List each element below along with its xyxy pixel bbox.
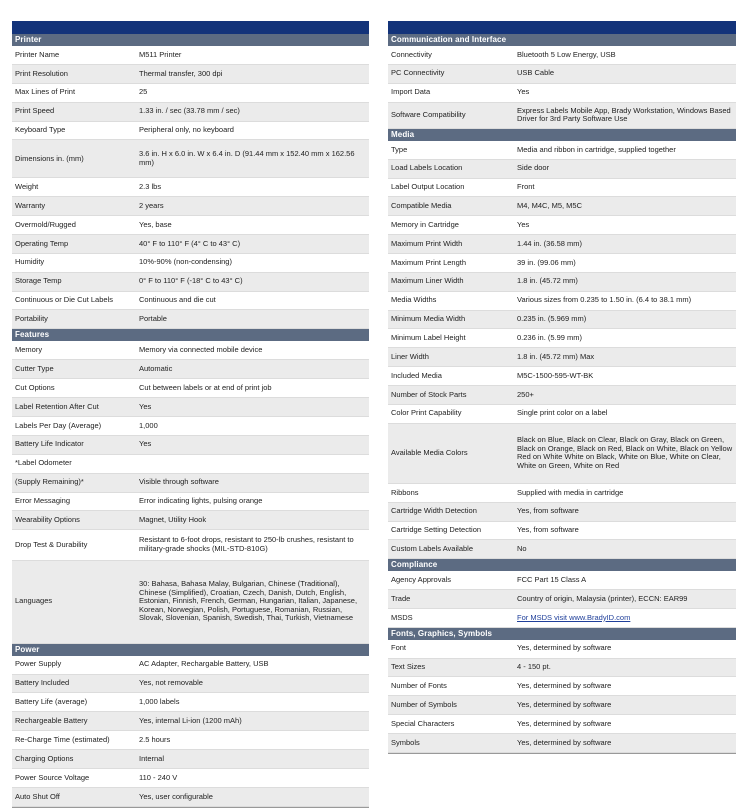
spec-row — [12, 84, 369, 103]
spec-row — [388, 235, 736, 254]
spec-row — [12, 398, 369, 417]
spec-value: Yes, internal Li-ion (1200 mAh) — [139, 715, 242, 725]
spec-row — [388, 216, 736, 235]
spec-row — [12, 436, 369, 455]
spec-value: 2.5 hours — [139, 734, 171, 744]
spec-label: Maximum Liner Width — [391, 276, 464, 286]
right-spec-table — [388, 34, 736, 754]
table-end-rule — [388, 753, 736, 754]
spec-row — [12, 675, 369, 694]
spec-label: Minimum Label Height — [391, 332, 466, 342]
spec-value: Black on Blue, Black on Clear, Black on Gray, Black on Green, Black on Orange, Black on Red, Black on White, Black on Yellow Red on White White on Black, White on Blue, White on Clear, White on Green, White on Red — [517, 435, 733, 470]
spec-value: 1.8 in. (45.72 mm) Max — [517, 351, 595, 361]
spec-label: Power Source Voltage — [15, 772, 90, 782]
spec-value: Memory via connected mobile device — [139, 345, 263, 355]
spec-value: 110 - 240 V — [139, 772, 178, 782]
spec-row — [388, 386, 736, 405]
spec-value: AC Adapter, Rechargable Battery, USB — [139, 659, 269, 669]
spec-label: Software Compatibility — [391, 109, 466, 119]
spec-label: Operating Temp — [15, 238, 69, 248]
spec-row — [12, 216, 369, 235]
spec-value: Yes — [517, 87, 530, 97]
spec-row — [12, 273, 369, 292]
spec-value: 1.33 in. / sec (33.78 mm / sec) — [139, 106, 240, 116]
spec-row — [12, 474, 369, 493]
spec-label: Cut Options — [15, 382, 55, 392]
spec-value: Yes, determined by software — [517, 643, 612, 653]
spec-row — [388, 522, 736, 541]
spec-value: Yes — [139, 439, 152, 449]
spec-value: Yes, from software — [517, 525, 579, 535]
spec-row — [12, 693, 369, 712]
spec-row — [388, 179, 736, 198]
spec-row — [12, 455, 369, 474]
spec-row — [388, 311, 736, 330]
spec-label: Maximum Print Length — [391, 257, 467, 267]
spec-row — [388, 46, 736, 65]
spec-label: Max Lines of Print — [15, 87, 76, 97]
spec-label: Wearability Options — [15, 515, 80, 525]
spec-row — [12, 769, 369, 788]
spec-label: Maximum Print Width — [391, 238, 463, 248]
spec-row — [388, 696, 736, 715]
spec-label: Dimensions in. (mm) — [15, 153, 84, 163]
top-banner — [388, 21, 736, 34]
spec-row — [388, 609, 736, 628]
spec-label: *Label Odometer — [15, 458, 72, 468]
spec-label: Overmold/Rugged — [15, 219, 76, 229]
spec-label: Type — [391, 144, 408, 154]
section-header-communication-and-interface: Communication and Interface — [388, 34, 736, 46]
spec-value: 0.236 in. (5.99 mm) — [517, 332, 583, 342]
spec-label: Text Sizes — [391, 662, 426, 672]
spec-row — [12, 310, 369, 329]
spec-value: FCC Part 15 Class A — [517, 574, 587, 584]
spec-label: Battery Life (average) — [15, 697, 88, 707]
spec-row — [388, 273, 736, 292]
spec-label: Connectivity — [391, 49, 432, 59]
spec-label: Import Data — [391, 87, 431, 97]
spec-value: Front — [517, 182, 535, 192]
spec-row — [388, 484, 736, 503]
spec-label: (Supply Remaining)* — [15, 477, 84, 487]
spec-row — [12, 292, 369, 311]
spec-label: Number of Stock Parts — [391, 389, 467, 399]
spec-row — [12, 178, 369, 197]
spec-value: Continuous and die cut — [139, 295, 216, 305]
spec-value: Cut between labels or at end of print job — [139, 382, 272, 392]
spec-value: No — [517, 544, 527, 554]
spec-row — [12, 656, 369, 675]
spec-label: Print Resolution — [15, 68, 68, 78]
spec-value: Yes, from software — [517, 506, 579, 516]
spec-label: Minimum Media Width — [391, 314, 466, 324]
spec-row — [12, 561, 369, 644]
spec-value: 0.235 in. (5.969 mm) — [517, 314, 587, 324]
spec-value: Yes — [517, 219, 530, 229]
spec-value: 250+ — [517, 389, 534, 399]
spec-label: PC Connectivity — [391, 68, 445, 78]
spec-label: Weight — [15, 181, 39, 191]
spec-row — [388, 141, 736, 160]
spec-value: Side door — [517, 163, 550, 173]
spec-value: Visible through software — [139, 477, 219, 487]
spec-label: Cartridge Setting Detection — [391, 525, 482, 535]
spec-label: Number of Symbols — [391, 699, 457, 709]
spec-label: Humidity — [15, 257, 45, 267]
spec-row — [388, 424, 736, 484]
spec-row — [12, 788, 369, 807]
section-header-media: Media — [388, 129, 736, 141]
spec-value: Single print color on a label — [517, 408, 608, 418]
spec-row — [12, 379, 369, 398]
spec-value: Error indicating lights, pulsing orange — [139, 496, 263, 506]
spec-label: Keyboard Type — [15, 125, 66, 135]
left-spec-table — [12, 34, 369, 808]
spec-label: Warranty — [15, 200, 46, 210]
spec-label: Label Retention After Cut — [15, 401, 99, 411]
spec-value: 1.44 in. (36.58 mm) — [517, 238, 583, 248]
spec-value: Yes, base — [139, 219, 172, 229]
spec-label: Memory — [15, 345, 43, 355]
spec-value: 2.3 lbs — [139, 181, 162, 191]
spec-row — [388, 503, 736, 522]
spec-label: Print Speed — [15, 106, 55, 116]
spec-row — [388, 640, 736, 659]
spec-value: 2 years — [139, 200, 164, 210]
spec-label: Load Labels Location — [391, 163, 463, 173]
spec-value: Supplied with media in cartridge — [517, 487, 624, 497]
spec-label: Font — [391, 643, 407, 653]
spec-label: Portability — [15, 314, 48, 324]
spec-row — [388, 715, 736, 734]
spec-row — [12, 235, 369, 254]
spec-value: M5C-1500-595-WT-BK — [517, 370, 594, 380]
spec-label: Compatible Media — [391, 201, 452, 211]
section-header-fonts-graphics-symbols: Fonts, Graphics, Symbols — [388, 628, 736, 640]
spec-value: M511 Printer — [139, 49, 182, 59]
spec-value: 30: Bahasa, Bahasa Malay, Bulgarian, Chinese (Traditional), Chinese (Simplified), Croatian, Czech, Danish, Dutch, English, Estonian, Finnish, French, German, Hungarian, Italian, Japanese, Korean, Norwegian, Polish, Portuguese, Romanian, Russian, Slovak, Slovenian, Spanish, Swedish, Thai, Turkish, Vietnamese — [139, 579, 358, 623]
spec-value: 0° F to 110° F (-18° C to 43° C) — [139, 276, 243, 286]
spec-label: Labels Per Day (Average) — [15, 420, 102, 430]
spec-value: 3.6 in. H x 6.0 in. W x 6.4 in. D (91.44 mm x 152.40 mm x 162.56 mm) — [139, 149, 355, 167]
spec-row — [12, 254, 369, 273]
spec-label: Liner Width — [391, 351, 429, 361]
spec-value: Yes, determined by software — [517, 718, 612, 728]
spec-value: 1,000 labels — [139, 697, 180, 707]
spec-label: Re-Charge Time (estimated) — [15, 734, 110, 744]
spec-value: Various sizes from 0.235 to 1.50 in. (6.4 to 38.1 mm) — [517, 295, 692, 305]
spec-label: MSDS — [391, 612, 413, 622]
spec-label: Agency Approvals — [391, 574, 452, 584]
spec-row — [388, 103, 736, 129]
spec-value: 4 - 150 pt. — [517, 662, 551, 672]
spec-value: M4, M4C, M5, M5C — [517, 201, 583, 211]
section-header-printer: Printer — [12, 34, 369, 46]
spec-row — [12, 122, 369, 141]
spec-label: Auto Shut Off — [15, 791, 60, 801]
spec-row — [12, 511, 369, 530]
spec-row — [388, 540, 736, 559]
spec-row — [388, 659, 736, 678]
spec-label: Available Media Colors — [391, 447, 468, 457]
spec-value: Media and ribbon in cartridge, supplied together — [517, 144, 676, 154]
spec-label: Printer Name — [15, 49, 60, 59]
spec-row — [12, 750, 369, 769]
spec-value: 39 in. (99.06 mm) — [517, 257, 576, 267]
spec-label: Error Messaging — [15, 496, 71, 506]
spec-row — [388, 677, 736, 696]
spec-row — [12, 731, 369, 750]
spec-label: Languages — [15, 596, 53, 606]
spec-value: Yes, not removable — [139, 678, 203, 688]
spec-row — [388, 734, 736, 753]
spec-row — [388, 405, 736, 424]
spec-label: Cutter Type — [15, 363, 54, 373]
spec-row — [12, 140, 369, 178]
spec-row — [388, 329, 736, 348]
spec-value: Magnet, Utility Hook — [139, 515, 207, 525]
spec-row — [388, 160, 736, 179]
left-spec-column — [12, 0, 369, 808]
spec-value: Thermal transfer, 300 dpi — [139, 68, 223, 78]
spec-label: Rechargeable Battery — [15, 715, 88, 725]
spec-label: Symbols — [391, 737, 420, 747]
spec-row — [12, 417, 369, 436]
section-header-power: Power — [12, 644, 369, 656]
spec-row — [12, 197, 369, 216]
spec-row — [12, 341, 369, 360]
spec-row — [388, 65, 736, 84]
spec-row — [12, 103, 369, 122]
spec-row — [12, 65, 369, 84]
spec-row — [388, 197, 736, 216]
spec-label: Media Widths — [391, 295, 437, 305]
spec-row — [388, 367, 736, 386]
spec-value: Yes — [139, 401, 152, 411]
section-header-compliance: Compliance — [388, 559, 736, 571]
spec-label: Power Supply — [15, 659, 62, 669]
spec-row — [388, 84, 736, 103]
spec-label: Custom Labels Available — [391, 544, 473, 554]
spec-label: Special Characters — [391, 718, 455, 728]
spec-label: Included Media — [391, 370, 442, 380]
spec-value: Internal — [139, 753, 165, 763]
spec-label: Charging Options — [15, 753, 74, 763]
msds-link[interactable]: For MSDS visit www.BradyID.com — [517, 612, 631, 622]
spec-value: Bluetooth 5 Low Energy, USB — [517, 49, 616, 59]
top-banner — [12, 21, 369, 34]
spec-value: Yes, determined by software — [517, 737, 612, 747]
spec-value: Country of origin, Malaysia (printer), ECCN: EAR99 — [517, 593, 688, 603]
spec-row — [388, 292, 736, 311]
spec-label: Label Output Location — [391, 182, 465, 192]
spec-label: Battery Included — [15, 678, 70, 688]
spec-label: Drop Test & Durability — [15, 539, 88, 549]
spec-row — [388, 254, 736, 273]
spec-value: Yes, user configurable — [139, 791, 213, 801]
spec-row — [388, 571, 736, 590]
spec-row — [12, 530, 369, 560]
spec-label: Storage Temp — [15, 276, 62, 286]
spec-label: Color Print Capability — [391, 408, 462, 418]
spec-row — [12, 493, 369, 512]
section-header-features: Features — [12, 329, 369, 341]
spec-value: 1,000 — [139, 420, 158, 430]
spec-value: Yes, determined by software — [517, 699, 612, 709]
spec-label: Number of Fonts — [391, 681, 447, 691]
spec-row — [388, 590, 736, 609]
spec-value: 1.8 in. (45.72 mm) — [517, 276, 578, 286]
spec-row — [12, 360, 369, 379]
spec-label: Battery Life Indicator — [15, 439, 84, 449]
spec-label: Continuous or Die Cut Labels — [15, 295, 113, 305]
spec-value: USB Cable — [517, 68, 555, 78]
spec-value: Yes, determined by software — [517, 681, 612, 691]
spec-value: Express Labels Mobile App, Brady Workstation, Windows Based Driver for 3rd Party Software Use — [517, 105, 731, 124]
spec-row — [12, 712, 369, 731]
right-spec-column — [388, 0, 736, 754]
spec-label: Cartridge Width Detection — [391, 506, 477, 516]
spec-label: Ribbons — [391, 487, 419, 497]
spec-value: 40° F to 110° F (4° C to 43° C) — [139, 238, 241, 248]
spec-value: Portable — [139, 314, 167, 324]
spec-label: Trade — [391, 593, 411, 603]
spec-value: 10%-90% (non-condensing) — [139, 257, 232, 267]
spec-value: Automatic — [139, 363, 173, 373]
spec-value: Peripheral only, no keyboard — [139, 125, 234, 135]
spec-label: Memory in Cartridge — [391, 219, 459, 229]
spec-row — [12, 46, 369, 65]
spec-value: Resistant to 6-foot drops, resistant to 250-lb crushes, resistant to military-grade shocks (MIL-STD-810G) — [139, 535, 354, 553]
spec-row — [388, 348, 736, 367]
spec-value: 25 — [139, 87, 148, 97]
